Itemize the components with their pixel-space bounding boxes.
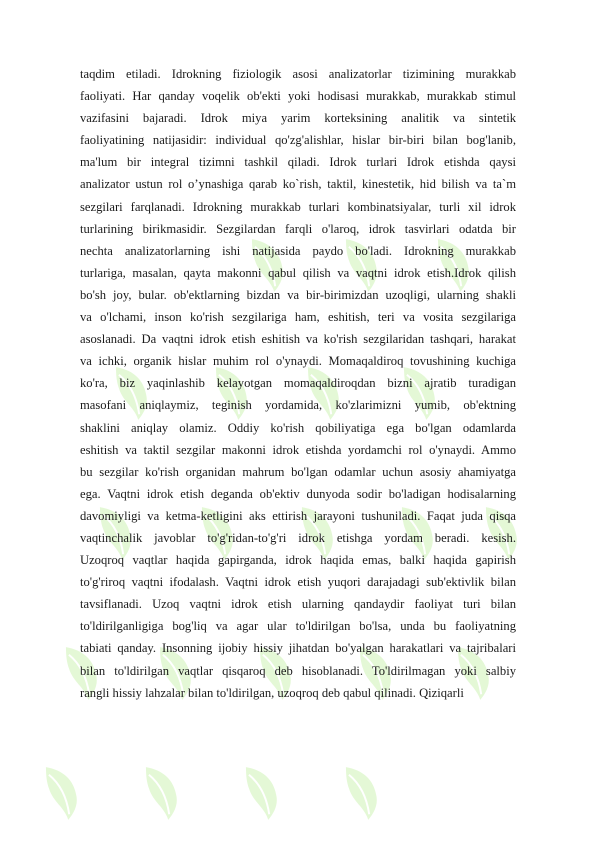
text-line: rangli hissiy lahzalar bilan to'ldirilgan, uzoqroq deb qabul qilinadi. Qiziqarli	[80, 685, 464, 700]
text-line: bilan to'ldirilgan vaqtlar qisqaroq deb hisoblanadi. To'ldirilmagan yoki salbiy	[80, 663, 516, 678]
text-line: taqdim etiladi. Idrokning fiziologik asosi analizatorlar tizimining murakkab	[80, 67, 516, 81]
text-line: turlariga, masalan, qayta makonni qabul qilish va vaqtni idrok etish.Idrok qilish	[80, 265, 516, 280]
text-line: tavsiflanadi. Uzoq vaqtni idrok etish ularning qandaydir faoliyat turi bilan	[80, 597, 516, 612]
leaf-logo-icon	[127, 753, 197, 827]
text-line: vazifasini bajaradi. Idrok miya yarim korteksining analitik va sintetik	[80, 111, 516, 126]
text-line: bo'sh joy, bular. ob'ektlarning bizdan va bir-birimizdan uzoqligi, ularning shakli	[80, 287, 516, 302]
text-line: va ichki, organik hislar muhim rol o'ynaydi. Momaqaldiroq tovushining kuchiga	[80, 354, 516, 369]
text-line: sezgilari farqlanadi. Idrokning murakkab turlari kombinatsiyalar, turli xil idrok	[80, 199, 516, 214]
text-line: ma'lum bir integral tizimni tashkil qiladi. Idrok turlari Idrok etishda qaysi	[80, 155, 516, 170]
text-line: nechta analizatorlarning ishi natijasida paydo bo'ladi. Idrokning murakkab	[80, 243, 516, 258]
text-line: turlarining birikmasidir. Sezgilardan farqli o'laroq, idrok tasvirlari odatda bir	[80, 221, 516, 236]
text-line: to'ldirilganligiga bog'liq va agar ular to'ldirilgan bo'lsa, unda bu faoliyatning	[80, 619, 516, 634]
text-line: faoliyati. Har qanday voqelik ob'ekti yoki hodisasi murakkab, murakkab stimul	[80, 89, 516, 104]
leaf-logo-icon	[327, 753, 397, 827]
text-line: faoliyatining natijasidir: individual qo'zg'alishlar, hislar bir-biri bilan bog'lanib,	[80, 133, 516, 148]
text-line: masofani aniqlaymiz, teginish yordamida, ko'zlarimizni yumib, ob'ektning	[80, 398, 516, 413]
text-line: bu sezgilar ko'rish organidan mahrum bo'lgan odamlar uchun asosiy ahamiyatga	[80, 464, 516, 479]
text-line: ega. Vaqtni idrok etish deganda ob'ektiv dunyoda sodir bo'ladigan hodisalarning	[80, 486, 516, 501]
text-line: tabiati qanday. Insonning ijobiy hissiy jihatdan bo'yalgan harakatlari va tajribalari	[80, 641, 516, 656]
text-line: to'g'riroq vaqtni ifodalash. Vaqtni idrok etish yuqori darajadagi sub'ektivlik bilan	[80, 575, 516, 590]
text-line: va o'lchami, inson ko'rish sezgilariga ham, eshitish, teri va vosita sezgilariga	[80, 310, 516, 325]
text-line: ko'ra, biz yaqinlashib kelayotgan momaqaldiroqdan bizni ajratib turadigan	[80, 376, 516, 391]
text-line: davomiyligi va ketma-ketligini aks ettirish jarayoni tushuniladi. Faqat juda qisqa	[80, 508, 516, 523]
text-line: eshitish va taktil sezgilar makonni idrok etishda yordamchi rol o'ynaydi. Ammo	[80, 442, 516, 457]
text-line: asoslanadi. Da vaqtni idrok etish eshitish va ko'rish sezgilaridan tashqari, harakat	[80, 332, 516, 347]
text-line: Uzoqroq vaqtlar haqida gapirganda, idrok haqida emas, balki haqida gapirish	[80, 553, 516, 568]
text-line: vaqtinchalik javoblar to'g'ridan-to'g'ri idrok etishga yordam beradi. kesish.	[80, 530, 516, 545]
leaf-logo-icon	[27, 753, 97, 827]
leaf-logo-icon	[227, 753, 297, 827]
body-text	[80, 63, 516, 704]
text-line: shaklini aniqlay olamiz. Oddiy ko'rish qobiliyatiga ega bo'lgan odamlarda	[80, 420, 516, 435]
text-line: analizator ustun rol o’ynashiga qarab ko`rish, taktil, kinestetik, hid bilish va ta`m	[80, 177, 516, 192]
